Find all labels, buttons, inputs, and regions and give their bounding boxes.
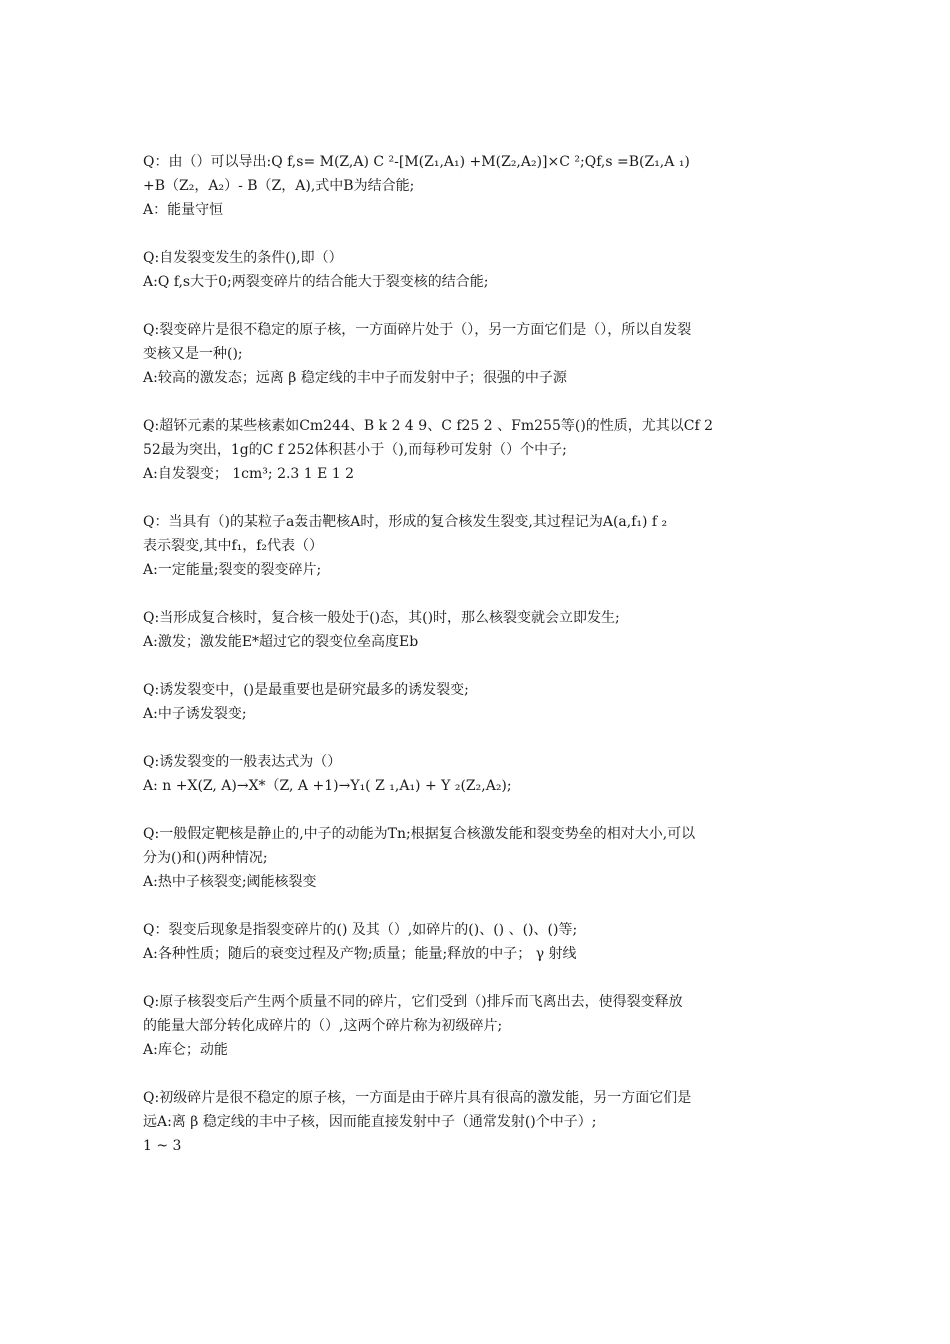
qa-item-11 <box>143 990 813 1062</box>
qa-item-10 <box>143 918 813 966</box>
question-line: 的能量大部分转化成碎片的（）,这两个碎片称为初级碎片; <box>143 1018 503 1034</box>
answer-line: A:热中子核裂变;阈能核裂变 <box>143 874 317 890</box>
qa-item-8 <box>143 750 813 798</box>
qa-item-5 <box>143 510 813 582</box>
question-line: 变核又是一种(); <box>143 346 243 362</box>
answer-line: A:激发；激发能E*超过它的裂变位垒高度Eb <box>143 634 419 650</box>
answer-line: 1 ~ 3 <box>143 1138 182 1154</box>
question-line: Q:诱发裂变中，()是最重要也是研究最多的诱发裂变; <box>143 682 469 698</box>
qa-item-12 <box>143 1086 813 1158</box>
answer-line: A:中子诱发裂变; <box>143 706 247 722</box>
question-line: 分为()和()两种情况; <box>143 850 268 866</box>
question-line: Q：裂变后现象是指裂变碎片的() 及其（）,如碎片的()、() 、()、()等; <box>143 922 578 938</box>
question-line: 52最为突出，1g的C f 252体积甚小于（),而每秒可发射（）个中子; <box>143 442 567 458</box>
question-line: Q:原子核裂变后产生两个质量不同的碎片，它们受到（)排斥而飞离出去，使得裂变释放 <box>143 994 683 1010</box>
question-line: Q:诱发裂变的一般表达式为（） <box>143 754 342 770</box>
question-line: 远A:离 β 稳定线的丰中子核，因而能直接发射中子（通常发射()个中子）; <box>143 1114 597 1130</box>
question-line: Q:自发裂变发生的条件(),即（） <box>143 250 343 266</box>
question-line: Q:一般假定靶核是静止的,中子的动能为Tn;根据复合核激发能和裂变势垒的相对大小,可以 <box>143 826 696 842</box>
qa-item-7 <box>143 678 813 726</box>
qa-item-6 <box>143 606 813 654</box>
qa-item-4 <box>143 414 813 486</box>
question-line: Q：由（）可以导出:Q f,s= M(Z,A) C ²-[M(Z₁,A₁) +M(Z₂,A₂)]×C ²;Qf,s =B(Z₁,A ₁) <box>143 154 690 170</box>
qa-item-9 <box>143 822 813 894</box>
question-line: Q:初级碎片是很不稳定的原子核，一方面是由于碎片具有很高的激发能，另一方面它们是 <box>143 1090 692 1106</box>
question-line: Q：当具有（)的某粒子a轰击靶核A时，形成的复合核发生裂变,其过程记为A(a,f₁) f ₂ <box>143 514 668 530</box>
qa-item-2 <box>143 246 813 294</box>
answer-line: A：能量守恒 <box>143 202 224 218</box>
question-line: 表示裂变,其中f₁，f₂代表（） <box>143 538 324 554</box>
question-line: Q:裂变碎片是很不稳定的原子核，一方面碎片处于（），另一方面它们是（），所以自发裂 <box>143 322 692 338</box>
answer-line: A:Q f,s大于0;两裂变碎片的结合能大于裂变核的结合能; <box>143 274 489 290</box>
qa-item-1 <box>143 150 813 222</box>
answer-line: A:一定能量;裂变的裂变碎片; <box>143 562 322 578</box>
question-line: Q:当形成复合核时，复合核一般处于()态，其()时，那么核裂变就会立即发生; <box>143 610 620 626</box>
answer-line: A:各种性质；随后的衰变过程及产物;质量；能量;释放的中子； γ 射线 <box>143 946 577 962</box>
answer-line: A:库仑；动能 <box>143 1042 228 1058</box>
answer-line: A:自发裂变； 1cm³; 2.3 1 E 1 2 <box>143 466 355 482</box>
question-line: Q:超钚元素的某些核素如Cm244、B k 2 4 9、C f25 2 、Fm255等()的性质，尤其以Cf 2 <box>143 418 714 434</box>
document-page <box>143 150 813 1182</box>
question-line: +B（Z₂，A₂）- B（Z，A),式中B为结合能; <box>143 178 415 194</box>
qa-item-3 <box>143 318 813 390</box>
answer-line: A:较高的激发态；远离 β 稳定线的丰中子而发射中子；很强的中子源 <box>143 370 567 386</box>
answer-line: A: n +X(Z, A)→X*（Z, A +1)→Y₁( Z ₁,A₁) + Y ₂(Z₂,A₂); <box>143 778 512 794</box>
